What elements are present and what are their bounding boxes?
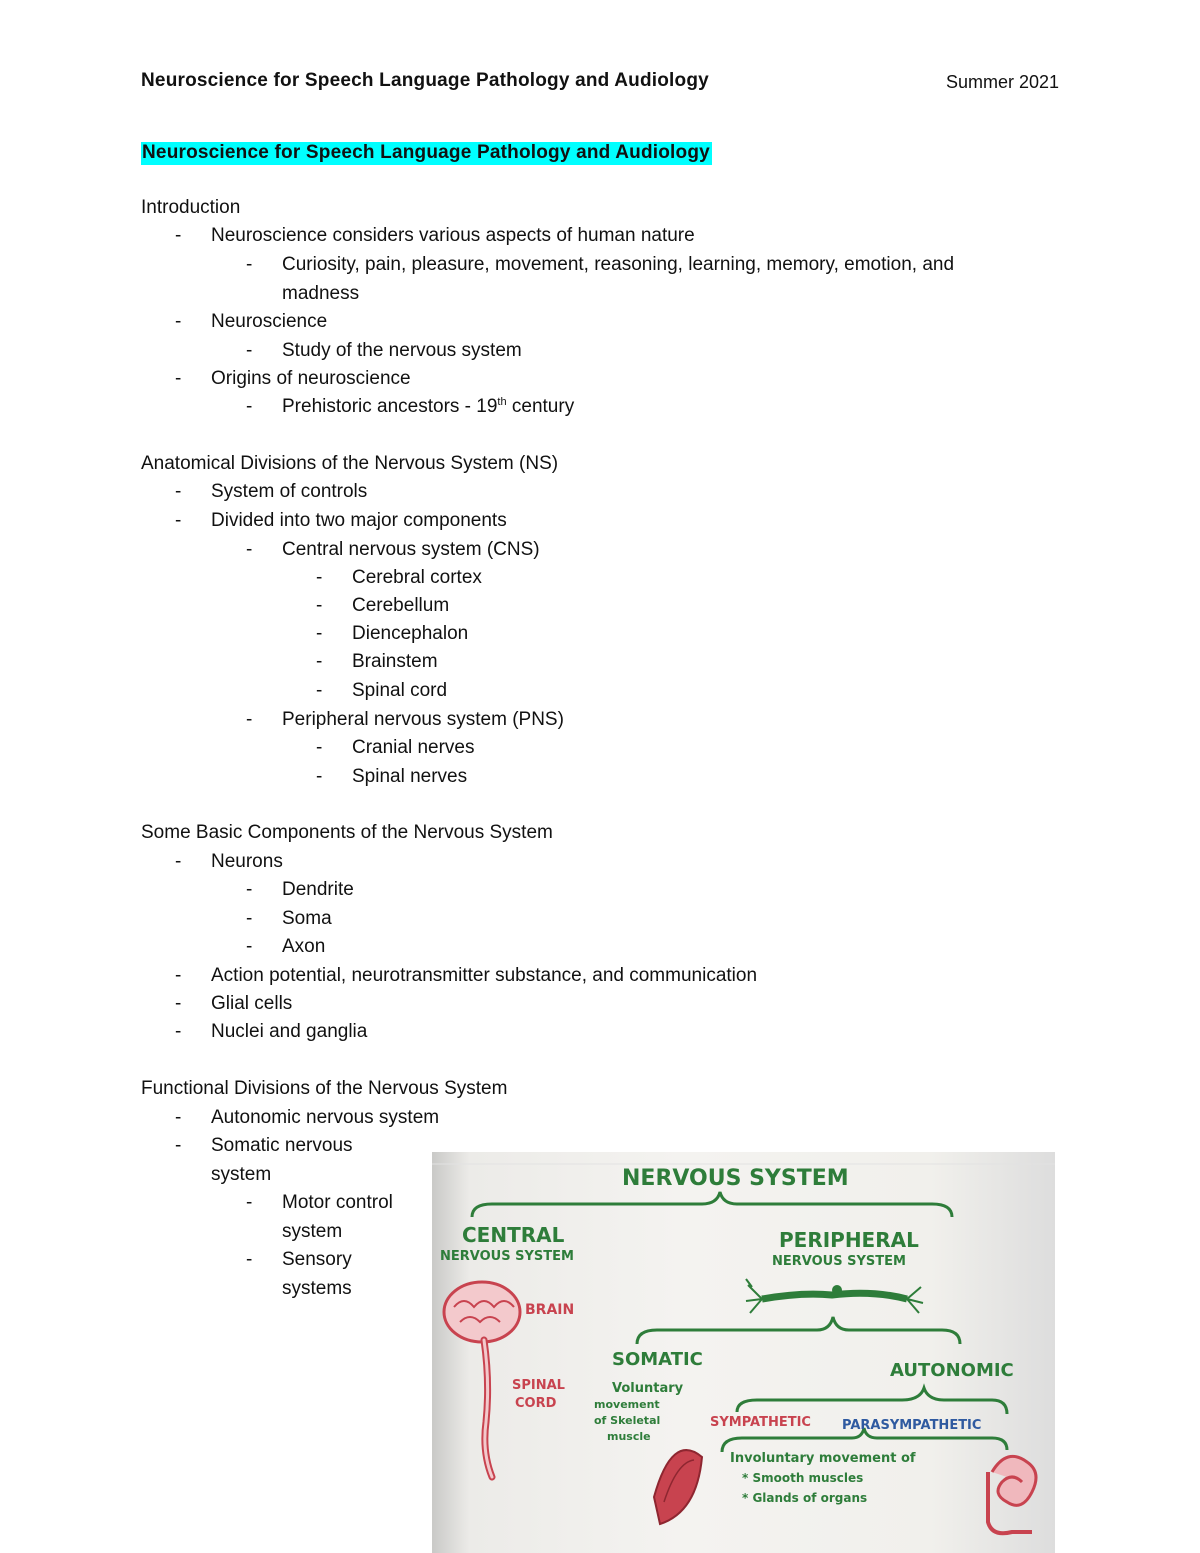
list-item: Diencephalon [352, 623, 469, 644]
bullet-dash: - [246, 539, 253, 560]
list-item: Neurons [211, 851, 283, 872]
bullet-dash: - [316, 595, 323, 616]
bullet-dash: - [175, 510, 182, 531]
diagram-peripheral-sub: NERVOUS SYSTEM [772, 1254, 906, 1269]
bullet-dash: - [175, 1107, 182, 1128]
bullet-dash: - [246, 936, 253, 957]
list-item: Sensory [282, 1249, 352, 1270]
list-item: Neuroscience [211, 311, 328, 332]
intestine-icon [988, 1456, 1036, 1533]
header-term: Summer 2021 [946, 72, 1060, 92]
diagram-peripheral-label: PERIPHERAL [779, 1228, 919, 1252]
bullet-dash: - [175, 481, 182, 502]
neuron-icon [746, 1279, 923, 1313]
list-item: Axon [282, 936, 326, 957]
list-item: Neuroscience considers various aspects of human nature [211, 225, 695, 246]
list-item-continuation: systems [282, 1278, 352, 1299]
list-item: Action potential, neurotransmitter substance, and communication [211, 965, 758, 986]
diagram-brain-label: BRAIN [525, 1302, 575, 1318]
superscript: th [497, 396, 507, 408]
list-item: Autonomic nervous system [211, 1107, 440, 1128]
bullet-dash: - [246, 879, 253, 900]
diagram-central-sub: NERVOUS SYSTEM [440, 1249, 574, 1264]
bullet-dash: - [246, 908, 253, 929]
bullet-dash: - [175, 368, 182, 389]
list-item-continuation: system [211, 1164, 272, 1185]
list-item: Glial cells [211, 993, 293, 1014]
section-heading-anatomical: Anatomical Divisions of the Nervous System (NS) [141, 453, 559, 474]
list-item: Curiosity, pain, pleasure, movement, reasoning, learning, memory, emotion, and [282, 254, 955, 275]
bullet-dash: - [246, 340, 253, 361]
list-item: Study of the nervous system [282, 340, 522, 361]
document-title-highlighted: Neuroscience for Speech Language Pathology and Audiology [142, 142, 710, 163]
list-item-text: century [506, 396, 575, 417]
list-item: Brainstem [352, 651, 438, 672]
bullet-dash: - [175, 1135, 182, 1156]
list-item: Origins of neuroscience [211, 368, 411, 389]
list-item: Peripheral nervous system (PNS) [282, 709, 564, 730]
bullet-dash: - [246, 1249, 253, 1270]
bullet-dash: - [175, 1021, 182, 1042]
bullet-dash: - [316, 567, 323, 588]
bullet-dash: - [175, 851, 182, 872]
list-item: Cranial nerves [352, 737, 475, 758]
diagram-sympathetic-label: SYMPATHETIC [710, 1415, 811, 1430]
list-item: Spinal nerves [352, 766, 468, 787]
bullet-dash: - [175, 993, 182, 1014]
diagram-svg [432, 1152, 1055, 1553]
diagram-muscle: muscle [607, 1430, 651, 1443]
diagram-involuntary: Involuntary movement of [730, 1451, 916, 1466]
diagram-movement: movement [594, 1398, 660, 1411]
muscle-icon [654, 1450, 702, 1524]
diagram-skeletal: of Skeletal [594, 1414, 661, 1427]
diagram-glands: * Glands of organs [742, 1491, 868, 1505]
section-heading-components: Some Basic Components of the Nervous System [141, 822, 553, 843]
bullet-dash: - [316, 680, 323, 701]
diagram-title: NERVOUS SYSTEM [622, 1166, 849, 1191]
autonomic-brace [737, 1388, 1007, 1414]
section-heading-introduction: Introduction [141, 197, 241, 218]
diagram-autonomic-label: AUTONOMIC [890, 1360, 1014, 1381]
bullet-dash: - [316, 651, 323, 672]
list-item: System of controls [211, 481, 368, 502]
list-item: Spinal cord [352, 680, 448, 701]
list-item: Cerebellum [352, 595, 450, 616]
diagram-cord-label: CORD [515, 1396, 557, 1411]
list-item [282, 395, 574, 419]
bullet-dash: - [175, 225, 182, 246]
nervous-system-diagram-photo [432, 1152, 1055, 1553]
list-item: Nuclei and ganglia [211, 1021, 368, 1042]
bullet-dash: - [316, 766, 323, 787]
list-item-continuation: madness [282, 283, 360, 304]
pns-brace [637, 1317, 960, 1344]
list-item: Central nervous system (CNS) [282, 539, 540, 560]
top-brace [472, 1192, 952, 1217]
brain-icon [444, 1282, 520, 1477]
bullet-dash: - [316, 623, 323, 644]
diagram-voluntary: Voluntary [612, 1381, 684, 1396]
bullet-dash: - [246, 254, 253, 275]
list-item: Divided into two major components [211, 510, 507, 531]
section-heading-functional: Functional Divisions of the Nervous System [141, 1078, 508, 1099]
list-item: Somatic nervous [211, 1135, 353, 1156]
list-item: Dendrite [282, 879, 354, 900]
bullet-dash: - [175, 311, 182, 332]
bullet-dash: - [246, 1192, 253, 1213]
list-item-continuation: system [282, 1221, 343, 1242]
list-item: Cerebral cortex [352, 567, 482, 588]
diagram-smooth-muscles: * Smooth muscles [742, 1471, 864, 1485]
bullet-dash: - [246, 709, 253, 730]
list-item: Motor control [282, 1192, 393, 1213]
bullet-dash: - [246, 396, 253, 417]
header-course-title: Neuroscience for Speech Language Pathology and Audiology [141, 70, 709, 91]
list-item-text: Prehistoric ancestors - 19 [282, 396, 498, 417]
diagram-somatic-label: SOMATIC [612, 1349, 703, 1370]
diagram-central-label: CENTRAL [462, 1223, 565, 1247]
diagram-parasympathetic-label: PARASYMPATHETIC [842, 1418, 982, 1433]
bullet-dash: - [316, 737, 323, 758]
diagram-spinal-label: SPINAL [512, 1378, 565, 1393]
list-item: Soma [282, 908, 332, 929]
bullet-dash: - [175, 965, 182, 986]
